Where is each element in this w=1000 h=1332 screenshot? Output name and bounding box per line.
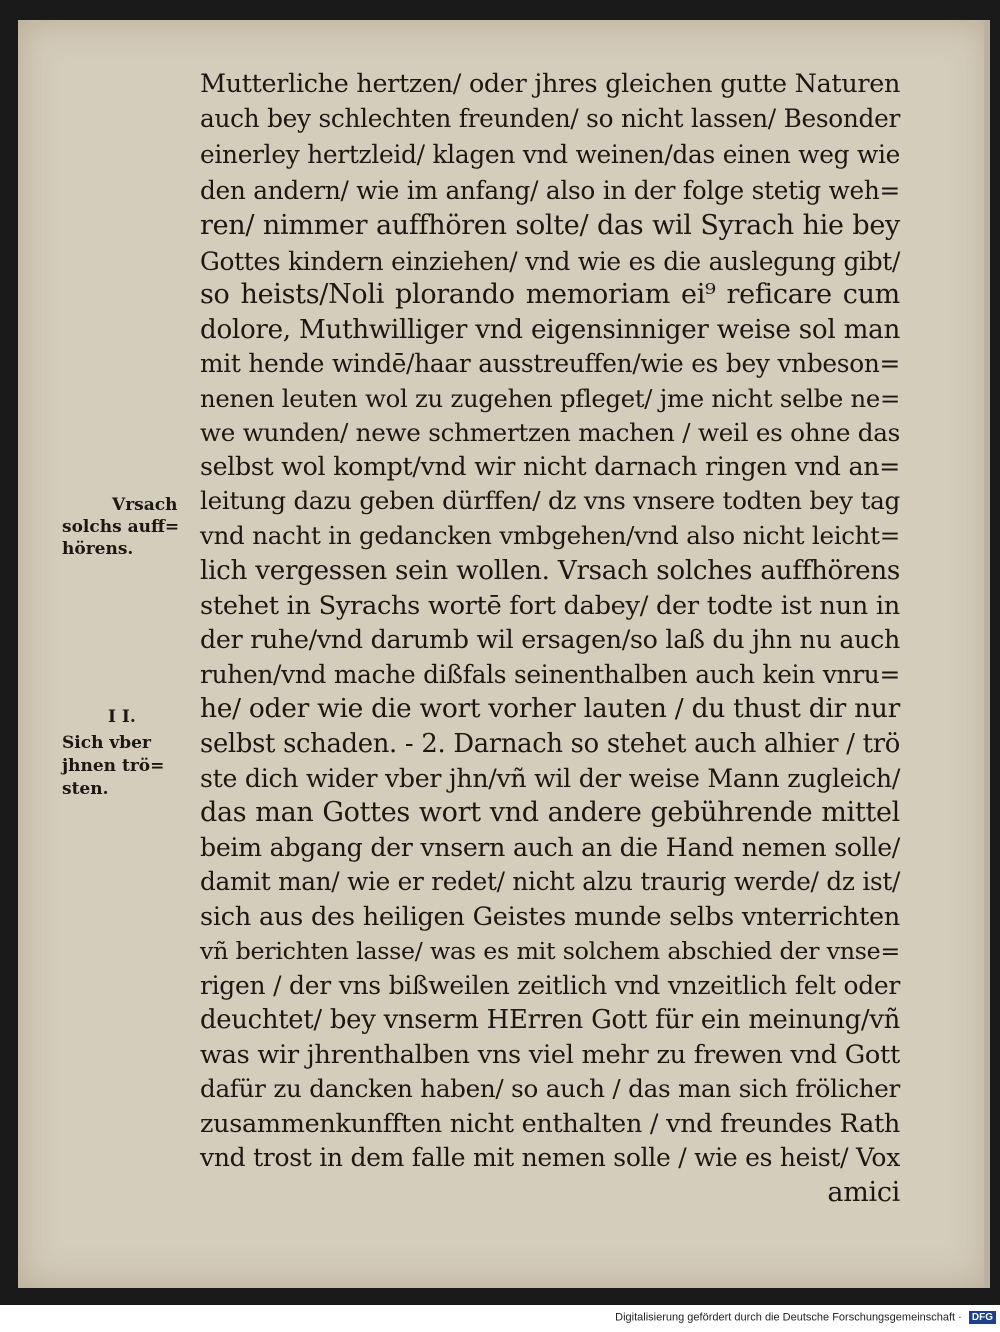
text-line: zusammenkunfften nicht enthalten / vnd freundes Rath xyxy=(200,1109,900,1139)
text-line: rigen / der vns bißweilen zeitlich vnd vnzeitlich felt oder xyxy=(200,971,900,1000)
text-line: ruhen/vnd mache dißfals seinenthalben auch kein vnru= xyxy=(200,660,900,689)
text-line: ren/ nimmer auffhören solte/ das wil Syrach hie bey xyxy=(200,210,900,241)
text-line: stehet in Syrachs wortē fort dabey/ der todte ist nun in xyxy=(200,591,900,621)
text-line: lich vergessen sein wollen. Vrsach solches auffhörens xyxy=(200,556,900,586)
dfg-logo: DFG xyxy=(969,1311,996,1324)
text-line: mit hende windē/haar ausstreuffen/wie es bey vnbeson= xyxy=(200,349,900,378)
text-line: Gottes kindern einziehen/ vnd wie es die auslegung gibt/ xyxy=(200,247,900,276)
text-line: selbst wol kompt/vnd wir nicht darnach ringen vnd an= xyxy=(200,452,900,481)
text-line: we wunden/ newe schmertzen machen / weil es ohne das xyxy=(200,418,900,447)
margin-note-line: solchs auff= xyxy=(62,517,180,537)
text-line: sich aus des heiligen Geistes munde selbs vnterrichten xyxy=(200,902,900,932)
text-line: damit man/ wie er redet/ nicht alzu traurig werde/ dz ist/ xyxy=(200,867,900,896)
text-line: selbst schaden. - 2. Darnach so stehet auch alhier / trö xyxy=(200,729,900,759)
text-line: deuchtet/ bey vnserm HErren Gott für ein meinung/vñ xyxy=(200,1005,900,1035)
text-line: ste dich wider vber jhn/vñ wil der weise Mann zugleich/ xyxy=(200,764,900,793)
margin-note-line: I I. xyxy=(108,707,136,727)
margin-note-line: Sich vber xyxy=(62,733,151,753)
text-line: auch bey schlechten freunden/ so nicht lassen/ Besonder xyxy=(200,104,900,133)
text-line: vnd nacht in gedancken vmbgehen/vnd also nicht leicht= xyxy=(200,521,900,550)
text-line: Mutterliche hertzen/ oder jhres gleichen gutte Naturen xyxy=(200,68,900,98)
text-line: der ruhe/vnd darumb wil ersagen/so laß du jhn nu auch xyxy=(200,625,900,654)
text-line: nenen leuten wol zu zugehen pfleget/ jme nicht selbe ne= xyxy=(200,384,900,413)
margin-note-line: hörens. xyxy=(62,539,134,559)
text-line: vnd trost in dem falle mit nemen solle / wie es heist/ Vox xyxy=(200,1143,900,1172)
text-line: was wir jhrenthalben vns viel mehr zu frewen vnd Gott xyxy=(200,1040,900,1070)
text-line: den andern/ wie im anfang/ also in der folge stetig weh= xyxy=(200,176,900,205)
credit-text: Digitalisierung gefördert durch die Deutsche Forschungsgemeinschaft · xyxy=(615,1311,962,1324)
text-line: so heists/Noli plorando memoriam ei⁹ reficare cum xyxy=(200,279,900,310)
text-line: einerley hertzleid/ klagen vnd weinen/das einen weg wie xyxy=(200,140,900,169)
text-line: vñ berichten lasse/ was es mit solchem abschied der vnse= xyxy=(200,937,900,965)
text-line: leitung dazu geben dürffen/ dz vns vnsere todten bey tag xyxy=(200,486,900,515)
text-line: beim abgang der vnsern auch an die Hand nemen solle/ xyxy=(200,833,900,862)
margin-note-line: jhnen trö= xyxy=(62,756,165,776)
margin-note-line: sten. xyxy=(62,779,109,799)
text-line: dolore, Muthwilliger vnd eigensinniger weise sol man xyxy=(200,315,900,345)
digitization-credit xyxy=(0,1311,996,1324)
text-line: he/ oder wie die wort vorher lauten / du thust dir nur xyxy=(200,693,900,724)
catchword: amici xyxy=(827,1177,900,1208)
margin-note-line: Vrsach xyxy=(112,495,178,515)
text-line: das man Gottes wort vnd andere gebührende mittel xyxy=(200,797,900,828)
text-line: dafür zu dancken haben/ so auch / das man sich frölicher xyxy=(200,1074,900,1103)
